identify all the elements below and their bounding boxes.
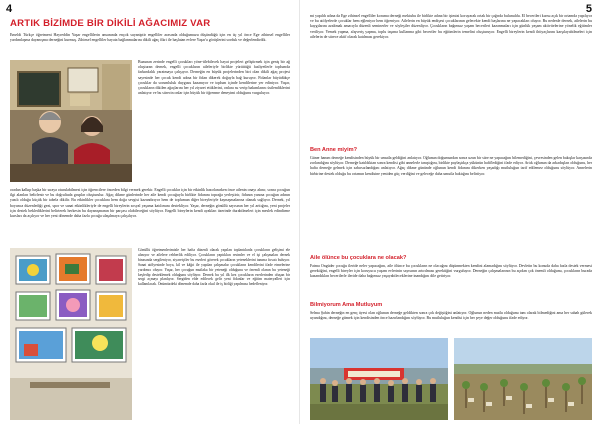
photo-interview bbox=[10, 60, 132, 182]
photo-artwork-wall bbox=[10, 248, 132, 420]
article-intro: Emeldi Türkçe öğretmeni Hayreddin Yaşar engellilerin ansanında ençok suyaniptir engelliler arasında olduğumuzu düşündüğü için en üç yıl önce Ege zihinsel engelliler yardımlaşma dayanışma derneğini kurmuş. Zihinsel engelliler hayata bağlanmalarını dikili ağaç fikri ile başlatan evlere Yaşar'a görüşlerini sorduk ve değerlendirdik. bbox=[10, 33, 290, 43]
article-body-paragraph: mi yapıldı adına da Ege zihinsel engelliler koruma derneği mektubu ile birlikte adına bir işimizi koruyarak ortak bir çağrıda bulunuldu. El becerileri kursu açık bir ortamda yapılıyor ve bu atölyelerde çocuklar hem eğleniyor hem öğreniyor. Ailelerin en büyük endişesi çocuklarının gelecekte kendi başlarına ne yapacakları oluyor. Bu nedenle dernek, ailelerin bu kaygılarını azaltmak amacıyla düzenli seminerler ve söyleşiler düzenliyor. Çocukların bağımsız yaşam becerileri kazanmaları için günlük yaşam aktivitelerine yönelik eğitimler veriliyor. Yemek yapma, alışveriş yapma, toplu taşıma kullanma gibi beceriler bu eğitimlerin temelini oluşturuyor. Engelli bireylerin kendi ihtiyaçlarını karşılayabilmeleri için ailelerin de sürece aktif olarak katılması gerekiyor. bbox=[310, 14, 592, 39]
article-body-paragraph: Selma Şahin derneğin en genç üyesi olan oğlunun derneğe geldikten sonra çok değiştiğini anlatıyor. Oğlunun neden mutlu olduğunu tam olarak bilmediğini ama her sabah gülerek uyandığını, derneğe gitmek için kendisinden önce hazırlandığını söylüyor. Bu mutluluğun kendisi için her şeye değer olduğunu ifade ediyor. bbox=[310, 311, 592, 321]
article-column-right-2: Gönüllü öğretmenlerimizle her hafta düzenli olarak yapılan toplantılarda çocukların gelişimi ele alınıyor ve ailelere rehberlik ediliyor. Çocukların yaptıkları resimler ve el işi çalışmaları dernek binasında sergileniyor, ziyaretçiler bu eserleri görerek çocukların yeteneklerini tanıma fırsatı buluyor. Sanat atölyesinde boya, kil ve kâğıt ile yapılan çalışmalar çocukların kendilerini ifade etmelerine yardımcı oluyor. Yaşar, her çocuğun mutlaka bir yeteneği olduğunu ve önemli olanın bu yeteneği keşfedip desteklemek olduğunu söylüyor. Dernek bu yıl ilk kez çocukların eserlerinden oluşan bir sergi açmayı planlıyor. Sergiden elde edilecek gelir yeni fidanlar ve eğitim materyalleri için kullanılacak. Önümüzdeki dönemde daha fazla okul ile iş birliği yapılması hedefleniyor. bbox=[138, 248, 290, 287]
article-column-right: Buzunan zerinde engelli çocukları yöne-tilebilecek hayat projeleri geliştirmek için geniş bir ağ oluşturan dernek, engelli çocukların aileleriyle birlikte yürüttüğü faaliyetlerle toplumda farkındalık yaratmaya çalışıyor. Derneğin en büyük projelerinden biri olan dikili ağaç projesi sayesinde her çocuk kendi adına bir fidan dikerek doğayla bağ kuruyor. Fidanlar büyüdükçe çocuklar da sorumluluk duygusu kazanıyor ve toplum içinde kendilerine yer ediniyor. Yaşar, çocukların dikilen ağaçlarını her yıl ziyaret ettiklerini, onlara su verip bakımlarını üstlendiklerini anlatıyor ve bu sürecin onlar için büyük bir öğrenme deneyimi olduğunu vurguluyor. bbox=[138, 60, 290, 96]
article-body-paragraph: Fatma Öngüder çocuğu ileride neler yapacağını, aile ölünce bu çocukların ne olacağını düşünmekten kendini alamadığını söylüyor. Devletin bu konuda daha fazla destek vermesi gerektiğini, engelli bireyler için koruyucu yaşam evlerinin sayısının artırılması gerektiğini vurguluyor. Derneğin çalışmalarının bu açıdan çok önemli olduğunu, çocukların burada kazandıkları becerilerle ileride daha bağımsız yaşayabileceklerine inandığını dile getiriyor. bbox=[310, 264, 592, 279]
section-heading: Ben Anne miyim? bbox=[310, 147, 358, 153]
photo-tree-planting-group bbox=[310, 338, 448, 420]
photo-saplings-field bbox=[454, 338, 592, 420]
article-title: ARTIK BİZİMDE BİR DİKİLİ AĞACIMIZ VAR bbox=[10, 18, 211, 29]
section-heading: Bilmiyorum Ama Mutluyum bbox=[310, 302, 383, 308]
page-number: 5 bbox=[585, 3, 592, 15]
right-page bbox=[300, 0, 600, 424]
article-body-paragraph: Güner hanım derneğe kendisinden büyük bir umutla geldiğini anlatıyor. Oğlunun doğumundan sonra uzun bir süre ne yapacağını bilemediğini, çevresinden gelen bakışlar karşısında zorlandığını söylüyor. Derneğe katıldıktan sonra kendisi gibi annelerle tanıştığını, birlikte paylaştıkça yükünün hafiflediğini ifade ediyor. Artık oğlunun da arkadaşları olduğunu, her hafta derneğe gelmek için sabırsızlandığını anlatıyor. Ağaç dikme gününde oğlunun kendi fidanını dikerken yaşadığı mutluluğun tarif edilemez olduğunu söylüyor. Annelerin birbirine destek olduğu bu ortamın kendisine yeniden güç verdiğini ve geleceğe daha umutla baktığını belirtiyor. bbox=[310, 156, 592, 176]
article-body-paragraph: oradan kalkıp başka bir sıraya oturulabilmesi için öğrencilere önceden bilgi vermek gerekir. Engelli çocuklar için bir etkinlik hazırlanırken önce ailenin onayı alınır, sonra çocuğun ilgi alanları belirlenir ve bu doğrultuda gruplar oluşturulur. Ağaç dikme günlerinde her aile kendi çocuğuyla birlikte fidanını toprağa yerleştirir, fidanın yanına çocuğun adının yazılı olduğu küçük bir tabela dikilir. Bu etkinlikler çocuklara hem doğa sevgisi kazandırıyor hem de toplumun diğer bireyleriyle kaynaşmalarına olanak sağlıyor. Dernek, yıl boyunca düzenlediği gezi, spor ve sanat etkinlikleriyle de engelli bireylerin sosyal yaşama katılımını destekliyor. Yaşar, derneğin gönüllü sayısının her yıl arttığını, yeni projeler için destek beklediklerini belirterek herkesin bu dayanışmanın bir parçası olabileceğini söylüyor. Engelli bireylerin kendi ayakları üzerinde durabilmeleri için meslek edindirme kursları da açılıyor ve her yeni dönemde daha fazla çocuğa ulaşılmaya çalışılıyor. bbox=[10, 188, 290, 219]
page-number: 4 bbox=[6, 3, 13, 15]
section-heading: Aile ölünce bu çocuklara ne olacak? bbox=[310, 255, 407, 261]
